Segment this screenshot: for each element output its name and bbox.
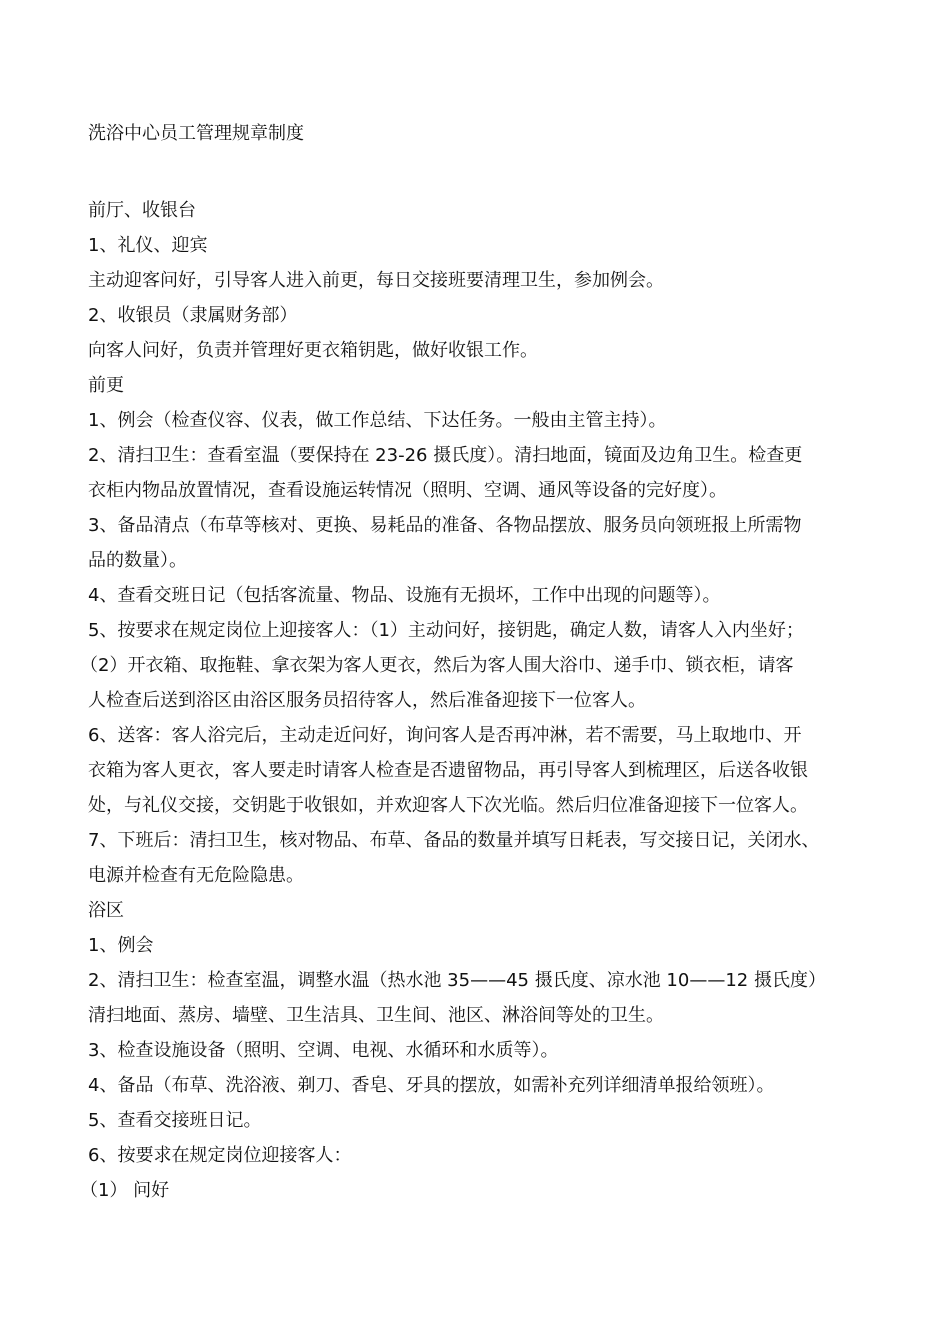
text-line: 1、礼仪、迎宾: [88, 235, 208, 256]
text-line: 清扫地面、蒸房、墙壁、卫生洁具、卫生间、池区、淋浴间等处的卫生。: [88, 1005, 664, 1026]
text-line: 3、备品清点（布草等核对、更换、易耗品的准备、各物品摆放、服务员向领班报上所需物: [88, 515, 802, 536]
text-line: 1、例会: [88, 935, 154, 956]
document-title: 洗浴中心员工管理规章制度: [88, 123, 304, 144]
text-line: 4、查看交班日记（包括客流量、物品、设施有无损坏，工作中出现的问题等）。: [88, 585, 721, 606]
text-line: 人检查后送到浴区由浴区服务员招待客人，然后准备迎接下一位客人。: [88, 690, 646, 711]
text-line: 处，与礼仪交接，交钥匙于收银如，并欢迎客人下次光临。然后归位准备迎接下一位客人。: [88, 795, 808, 816]
text-line: 衣柜内物品放置情况，查看设施运转情况（照明、空调、通风等设备的完好度）。: [88, 480, 727, 501]
text-line: （1） 问好: [80, 1180, 170, 1201]
text-line: 2、收银员（隶属财务部）: [88, 305, 298, 326]
text-line: 5、按要求在规定岗位上迎接客人：（1）主动问好，接钥匙，确定人数，请客人入内坐好；: [88, 620, 804, 641]
document-body: [80, 193, 863, 1208]
text-line: 4、备品（布草、洗浴液、剃刀、香皂、牙具的摆放，如需补充列详细清单报给领班）。: [88, 1075, 775, 1096]
text-line: 衣箱为客人更衣，客人要走时请客人检查是否遗留物品，再引导客人到梳理区，后送各收银: [88, 760, 808, 781]
text-line: 2、清扫卫生：查看室温（要保持在 23-26 摄氏度）。清扫地面，镜面及边角卫生。检查更: [88, 445, 803, 466]
text-line: 2、清扫卫生：检查室温，调整水温（热水池 35——45 摄氏度、凉水池 10——12 摄氏度）: [88, 970, 826, 991]
text-line: 7、下班后：清扫卫生，核对物品、布草、备品的数量并填写日耗表，写交接日记，关闭水、: [88, 830, 820, 851]
text-line: 3、检查设施设备（照明、空调、电视、水循环和水质等）。: [88, 1040, 559, 1061]
text-line: 6、按要求在规定岗位迎接客人：: [88, 1145, 352, 1166]
section-heading-front-hall: 前厅、收银台: [88, 200, 196, 221]
text-line: 主动迎客问好，引导客人进入前更，每日交接班要清理卫生，参加例会。: [88, 270, 664, 291]
text-line: 5、查看交接班日记。: [88, 1110, 262, 1131]
text-line: （2）开衣箱、取拖鞋、拿衣架为客人更衣，然后为客人围大浴巾、递手巾、锁衣柜，请客: [80, 655, 794, 676]
text-line: 向客人问好，负责并管理好更衣箱钥匙，做好收银工作。: [88, 340, 538, 361]
section-heading-bath-area: 浴区: [88, 900, 124, 921]
text-line: 1、例会（检查仪容、仪表，做工作总结、下达任务。一般由主管主持）。: [88, 410, 667, 431]
text-line: 品的数量）。: [88, 550, 187, 571]
text-line: 6、送客：客人浴完后，主动走近问好，询问客人是否再冲淋，若不需要，马上取地巾、开: [88, 725, 802, 746]
section-heading-changing-room: 前更: [88, 375, 124, 396]
text-line: 电源并检查有无危险隐患。: [88, 865, 304, 886]
